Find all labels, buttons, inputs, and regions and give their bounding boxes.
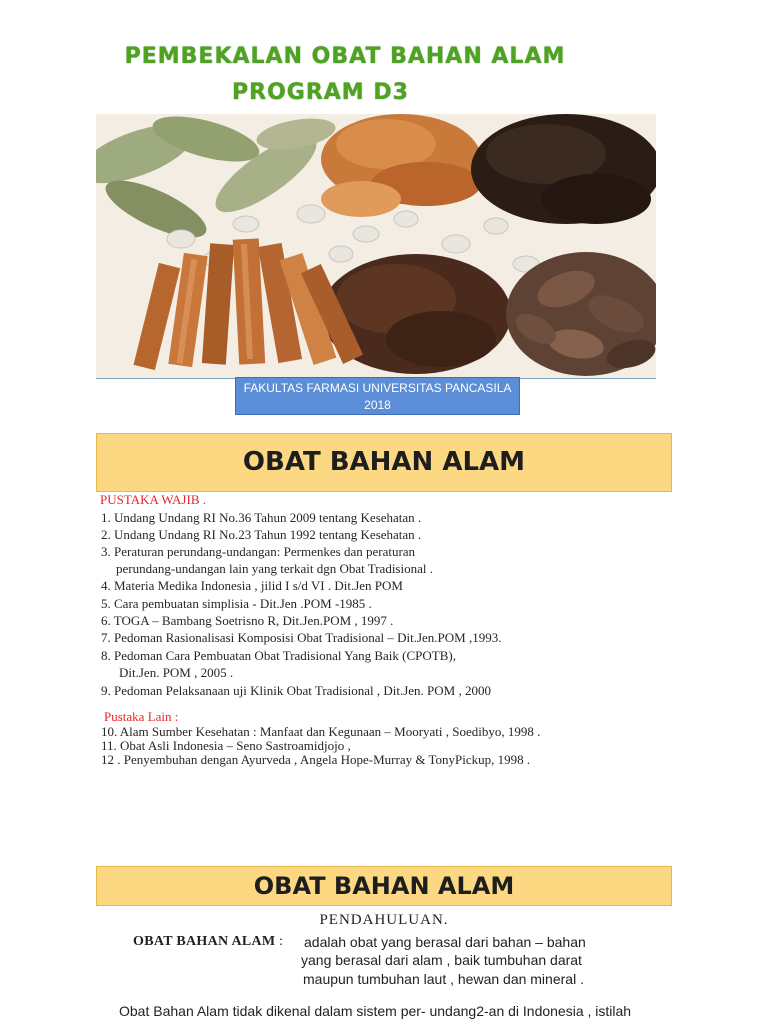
wajib-item: 2. Undang Undang RI No.23 Tahun 1992 tentang Kesehatan . [101,527,422,542]
faculty-year: 2018 [364,398,391,412]
lain-item: 10. Alam Sumber Kesehatan : Manfaat dan Kegunaan – Mooryati , Soedibyo, 1998 . [101,724,541,739]
section-banner-2: OBAT BAHAN ALAM [96,866,672,906]
pustaka-wajib-label: PUSTAKA WAJIB . [100,492,206,507]
definition-term: OBAT BAHAN ALAM [133,934,276,949]
mace [321,114,481,217]
wajib-item: 5. Cara pembuatan simplisia - Dit.Jen .POM -1985 . [101,596,372,611]
wajib-item: 8. Pedoman Cara Pembuatan Obat Tradisional Yang Baik (CPOTB), [101,648,456,663]
definition-line: yang berasal dari alam , baik tumbuhan darat [301,952,582,968]
wajib-item: perundang-undangan lain yang terkait dgn Obat Tradisional . [116,561,433,576]
wajib-item: 4. Materia Medika Indonesia , jilid I s/d VI . Dit.Jen POM [101,578,403,593]
wajib-item: 1. Undang Undang RI No.36 Tahun 2009 tentang Kesehatan . [101,510,422,525]
title-line-2: PROGRAM D3 [232,80,409,105]
definition-line: adalah obat yang berasal dari bahan – bahan [304,934,586,950]
lain-item: 12 . Penyembuhan dengan Ayurveda , Angela Hope-Murray & TonyPickup, 1998 . [101,752,531,767]
wajib-item: 9. Pedoman Pelaksanaan uji Klinik Obat Tradisional , Dit.Jen. POM , 2000 [101,683,491,698]
peppercorns [471,114,656,224]
faculty-name: FAKULTAS FARMASI UNIVERSITAS PANCASILA [243,381,512,395]
definition-term-line [133,934,283,950]
wajib-item: 3. Peraturan perundang-undangan: Permenkes dan peraturan [101,544,416,559]
spices-photo [96,114,656,379]
wajib-item: 6. TOGA – Bambang Soetrisno R, Dit.Jen.POM , 1997 . [101,613,394,628]
wajib-item: 7. Pedoman Rasionalisasi Komposisi Obat Tradisional – Dit.Jen.POM ,1993. [101,630,502,645]
lain-item: 11. Obat Asli Indonesia – Seno Sastroamidjojo , [101,738,351,753]
definition-line: maupun tumbuhan laut , hewan dan mineral . [303,971,584,987]
section-banner-1: OBAT BAHAN ALAM [96,433,672,492]
definition-colon: : [275,934,283,949]
pustaka-lain-label: Pustaka Lain : [104,709,179,724]
wajib-item: Dit.Jen. POM , 2005 . [119,665,234,680]
pendahuluan-heading: PENDAHULUAN. [319,912,449,928]
intro-paragraph: Obat Bahan Alam tidak dikenal dalam sistem per- undang2-an di Indonesia , istilah [119,1003,632,1019]
title-line-1: PEMBEKALAN OBAT BAHAN ALAM [124,44,566,69]
faculty-label-box [235,377,520,415]
